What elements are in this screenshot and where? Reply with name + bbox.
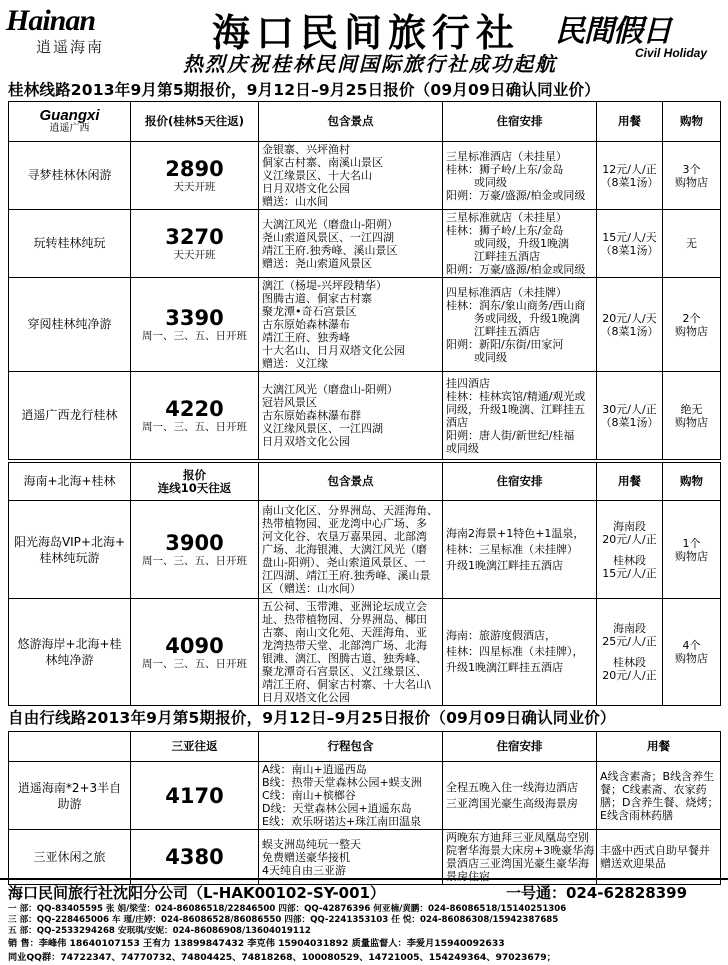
price-cell [131, 830, 259, 885]
meal-line: 20元/人/天 [602, 311, 657, 325]
meal-cell [597, 762, 721, 830]
meal-line: 赠送欢迎果品 [600, 857, 666, 870]
route-name-line: 悠游海岸+北海+桂 [17, 637, 122, 651]
hotel-line: 同级，升级1晚漓、江畔挂五 [446, 402, 585, 416]
spot-line: 河文化谷、农垦万嘉果园、北部湾 [262, 530, 427, 543]
spot-line: 日月双塔文化公园 [262, 182, 350, 195]
hotel-line: 升级1晚漓江畔挂五酒店 [446, 558, 563, 572]
route-name [9, 762, 131, 830]
meal-cell [597, 278, 663, 372]
spots-cell [259, 372, 443, 460]
price-cell [131, 599, 259, 706]
col-spots: 包含景点 [259, 102, 443, 142]
spot-line: 热带植物园、亚龙湾中心广场、多 [262, 517, 427, 530]
hotel-line: 酒店 [446, 415, 468, 429]
itinerary-line: D线：天堂森林公园+逍遥东岛 [262, 802, 412, 815]
hotel-line: 江畔挂五酒店 [474, 250, 540, 263]
shop-line: 购物店 [675, 175, 708, 189]
shop-cell [663, 142, 721, 210]
spots-cell [259, 278, 443, 372]
hotel-line: 阳朔：万豪/盛源/柏金或同级 [446, 263, 586, 276]
hotel-line: 挂四酒店 [446, 376, 490, 390]
hotel-cell [443, 372, 597, 460]
meal-cell [597, 599, 663, 706]
hotel-line: 三星标准酒店（未挂星） [446, 149, 567, 163]
meal-line: 20元/人/正 [602, 532, 657, 546]
price-cell [131, 372, 259, 460]
route-name-line: 三亚休闲之旅 [33, 849, 106, 864]
shop-cell [663, 372, 721, 460]
hotel-line: 桂林：狮子岭/上东/金岛 [446, 224, 564, 237]
hotel-line: 两晚东方迪拜三亚凤凰岛空别 [446, 831, 589, 844]
route-name: 玩转桂林纯玩 [9, 210, 131, 278]
route-price: 3270 [165, 225, 224, 249]
meal-line: 桂林段 [613, 553, 646, 567]
hotel-line: 江畔挂五酒店 [474, 324, 540, 338]
meal-line: 海南段 [613, 622, 646, 635]
hotel-line: 院奢华海景大床房+3晚豪华海 [446, 844, 595, 857]
spots-cell [259, 210, 443, 278]
price-cell [131, 210, 259, 278]
spot-line: 古东原始森林瀑布群 [262, 409, 361, 422]
hainan-logo-text: Hainan [6, 4, 96, 37]
spot-line: 址、热带植物园、分界洲岛、椰田 [262, 613, 427, 626]
col-shop: 购物 [663, 102, 721, 142]
civil-holiday-logo [555, 6, 720, 66]
civil-holiday-logo-en: Civil Holiday [635, 46, 708, 60]
meal-line [600, 648, 659, 656]
meal-line: 25元/人/正 [602, 635, 657, 648]
meal-line: 餐；C线素斋、农家药 [600, 782, 707, 796]
hotel-line: 或同级 [446, 441, 479, 455]
meal-line: （8菜1汤） [600, 415, 659, 429]
route-days: 周一、三、五、日开班 [142, 657, 247, 670]
shop-line: 购物店 [675, 652, 708, 665]
price-cell [131, 142, 259, 210]
shop-cell [663, 278, 721, 372]
branch-company: 海口民间旅行社沈阳分公司（L-HAK00102-SY-001） [8, 884, 385, 902]
hotel-line: 海南2海景+1特色+1温泉， [446, 526, 585, 540]
route-price: 2890 [165, 157, 224, 181]
meal-line: 30元/人/正 [602, 402, 657, 416]
price-cell [131, 278, 259, 372]
col-hotel: 住宿安排 [443, 102, 597, 142]
route-name [9, 501, 131, 599]
spot-line: 赠送：山水间 [262, 195, 328, 208]
col-spots: 包含景点 [259, 463, 443, 501]
col-price-line: 连线10天往返 [157, 480, 232, 495]
shop-line: 3个 [682, 162, 701, 176]
spot-line: 图腾古道、侗家古村寨 [262, 292, 372, 305]
shop-line: 购物店 [675, 549, 708, 563]
spot-line: 侗家古村寨、南溪山景区 [262, 156, 383, 169]
hotel-cell [443, 142, 597, 210]
hotel-line: 景酒店三亚湾国光豪生豪华海 [446, 857, 589, 870]
hotel-line: 务或同级，升级1晚漓 [474, 311, 580, 325]
sales-line: 销 售：李峰伟 18640107153 王有力 13899847432 李克伟 15904031892 质量监督人：李爱月15940092633 [8, 938, 505, 949]
col-meal: 用餐 [597, 732, 721, 762]
route-price: 4380 [165, 845, 224, 869]
route-name [9, 599, 131, 706]
spot-line: 日月双塔文化公园 [262, 435, 350, 448]
itinerary-line: A线：南山+逍遥西岛 [262, 763, 367, 776]
shop-cell [663, 210, 721, 278]
spot-line: 五公祠、玉带滩、亚洲论坛成立会 [262, 600, 427, 613]
spot-line: 龙湾热带天堂、北部湾广场、北海 [262, 639, 427, 652]
hotel-line: 桂林：桂林宾馆/精通/观光或 [446, 389, 586, 403]
shop-cell [663, 501, 721, 599]
hainan-beihai-table [8, 462, 721, 706]
col-itinerary: 行程包含 [259, 732, 443, 762]
route-name [9, 830, 131, 885]
spot-line: 银滩、漓江、图腾古道、独秀峰、 [262, 652, 427, 665]
meal-cell [597, 501, 663, 599]
hotel-line: 全程五晚入住一线海边酒店 [446, 780, 578, 794]
itinerary-line: 4天纯自由三亚游 [262, 863, 346, 877]
spots-cell [259, 501, 443, 599]
itinerary-line: 蜈支洲岛纯玩一整天 [262, 837, 361, 851]
route-price: 4220 [165, 397, 224, 421]
spot-line: 赠送：义江缘 [262, 357, 328, 370]
spot-line: 义江缘景区、十大名山 [262, 169, 372, 182]
route-name-line: 阳光海岛VIP+北海+ [13, 534, 126, 549]
col-meal: 用餐 [597, 463, 663, 501]
route-price: 3900 [165, 531, 224, 555]
itinerary-cell [259, 830, 443, 885]
spot-line: 聚龙潭奇石宫景区、义江缘景区、 [262, 665, 427, 678]
meal-line: 膳；D含养生餐、烧烤； [600, 795, 719, 809]
guilin-price-table [8, 101, 721, 460]
spot-line: 靖江王府、侗家古村寨、十大名山\ [262, 678, 431, 691]
hotel-line: 桂林：狮子岭/上东/金岛 [446, 162, 564, 176]
combo-label: 海南+北海+桂林 [9, 463, 131, 501]
hotel-line: 桂林：润东/象山商务/西山商 [446, 298, 586, 312]
hotel-cell [443, 599, 597, 706]
table-row [9, 599, 721, 706]
itinerary-line: E线：欢乐呀诺达+珠江南田温泉 [262, 815, 422, 828]
meal-cell [597, 372, 663, 460]
col-shop: 购物 [663, 463, 721, 501]
spots-cell [259, 599, 443, 706]
table-row [9, 142, 721, 210]
table-row [9, 501, 721, 599]
hotel-cell [443, 830, 597, 885]
spot-line: 十大名山、日月双塔文化公园 [262, 344, 405, 357]
spot-line: 尧山索道风景区、一江四湖 [262, 230, 394, 244]
contact-line: 五 部：QQ-2533294268 安珉琪/安妮：024-86086908/13604019112 [8, 926, 311, 936]
hotel-line: 或同级 [474, 175, 507, 189]
civil-holiday-logo-text: 民間假日 [555, 14, 671, 49]
hotel-line: 三亚湾国光豪生高级海景房 [446, 796, 578, 810]
hotel-line: 桂林：三星标准（未挂牌） [446, 542, 578, 556]
meal-line: （8菜1汤） [600, 243, 659, 257]
meal-cell [597, 210, 663, 278]
meal-line: 15元/人/天 [602, 230, 657, 244]
itinerary-cell [259, 762, 443, 830]
spot-line: 义江缘风景区、一江四湖 [262, 422, 383, 435]
meal-line: 丰盛中西式自助早餐并 [600, 844, 710, 857]
meal-line [600, 546, 659, 554]
spot-line: 盘山-阳朔）、尧山索道风景区、一 [262, 556, 426, 569]
col-sanya: 三亚往返 [131, 732, 259, 762]
meal-line: 20元/人/正 [602, 669, 657, 682]
spot-line: 金银寨、兴坪渔村 [262, 143, 350, 156]
table-row [9, 762, 721, 830]
guangxi-logo [9, 102, 131, 142]
qq-groups-line: 同业QQ群：74722347、74770732、74804425、74818268、100080529、14721005、154249364、97023679； [8, 952, 556, 963]
contact-line: 三 部：QQ-228465006 车 瑾/庄婷：024-86086528/86086550 四部：QQ-2241353103 任 悦：024-86086308/15942387685 [8, 915, 559, 925]
route-name: 逍遥广西龙行桂林 [9, 372, 131, 460]
col-hotel: 住宿安排 [443, 732, 597, 762]
route-price: 4090 [165, 633, 224, 658]
spot-line: 靖江王府.独秀峰、溪山景区 [262, 243, 398, 257]
meal-line: 12元/人/正 [602, 162, 657, 176]
price-cell [131, 501, 259, 599]
hotel-line: 阳朔：万豪/盛源/柏金或同级 [446, 188, 586, 202]
agency-title: 海口民间旅行社 [211, 10, 520, 55]
shop-line: 无 [686, 237, 697, 250]
hotel-cell [443, 278, 597, 372]
route-price: 3390 [165, 306, 224, 330]
spot-line: 广场、北海银滩、大漓江风光（磨 [262, 543, 427, 556]
hainan-logo-sub: 逍遥海南 [36, 38, 105, 56]
hotline: 一号通：024-62828399 [506, 884, 688, 902]
spot-line: 区（赠送：山水间） [262, 582, 361, 595]
col-price [131, 463, 259, 501]
shop-line: 购物店 [675, 415, 708, 429]
hotel-line: 景房住宿 [446, 870, 490, 883]
contact-footer [0, 878, 728, 965]
route-days: 天天开班 [173, 181, 216, 193]
meal-line: 海南段 [613, 519, 646, 533]
route-name: 穿阅桂林纯净游 [9, 278, 131, 372]
free-travel-section-title: 自由行线路2013年9月第5期报价，9月12日–9月25日报价（09月09日确认同业价） [8, 709, 616, 727]
hotel-line: 三星标准就店（未挂星） [446, 211, 567, 224]
route-days: 周一、三、五、日开班 [142, 555, 247, 567]
shop-line: 绝无 [680, 402, 703, 416]
meal-cell [597, 142, 663, 210]
itinerary-line: C线：南山+槟榔谷 [262, 789, 356, 802]
shop-line: 2个 [682, 311, 701, 325]
route-days: 周一、三、五、日开班 [142, 330, 247, 342]
meal-cell [597, 830, 721, 885]
route-name-line: 桂林纯玩游 [39, 550, 100, 565]
hotel-cell [443, 762, 597, 830]
guangxi-logo-sub: 逍遥广西 [49, 122, 90, 134]
spot-line: 古寨、南山文化苑、天涯海角、亚 [262, 626, 427, 639]
spot-line: 江四湖、靖江王府.独秀峰、溪山景 [262, 569, 431, 582]
table-row [9, 372, 721, 460]
hotel-line: 四星标准酒店（未挂牌） [446, 285, 567, 299]
meal-line: A线含素斋；B线含养生 [600, 769, 715, 783]
page-header [0, 0, 728, 80]
contact-line: 一 部：QQ-83405595 张 娟/梁莹：024-86086518/22846500 四部：QQ-42876396 何亚楠/黄鹏：024-86086518/15140251306 [8, 904, 567, 914]
table-row [9, 830, 721, 885]
itinerary-line: 免费赠送豪华接机 [262, 850, 350, 864]
meal-line: 15元/人/正 [602, 566, 657, 580]
hotel-line: 或同级，升级1晚漓 [474, 237, 569, 250]
table-row [9, 278, 721, 372]
hotel-cell [443, 501, 597, 599]
col-meal: 用餐 [597, 102, 663, 142]
shop-line: 购物店 [675, 324, 708, 338]
spot-line: 大漓江风光（磨盘山-阳朔） [262, 217, 398, 231]
col-price-line: 报价 [183, 467, 206, 482]
hainan-logo [6, 4, 176, 66]
spot-line: 南山文化区、分界洲岛、天涯海角、 [262, 504, 438, 517]
celebration-subtitle: 热烈庆祝桂林民间国际旅行社成功起航 [183, 52, 557, 76]
hotel-line: 海南：旅游度假酒店， [446, 629, 556, 642]
route-days: 周一、三、五、日开班 [142, 421, 247, 433]
col-price: 报价(桂林5天往返) [131, 102, 259, 142]
route-price: 4170 [165, 783, 224, 808]
hotel-line: 或同级 [474, 350, 507, 364]
table-row [9, 210, 721, 278]
free-travel-table [8, 731, 721, 885]
route-name-line: 助游 [57, 796, 82, 811]
hotel-line: 桂林：四星标准（未挂牌）， [446, 645, 584, 658]
itinerary-line: B线：热带天堂森林公园+蜈支洲 [262, 776, 422, 789]
spot-line: 赠送：尧山索道风景区 [262, 256, 372, 270]
hotel-line: 升级1晚漓江畔挂五酒店 [446, 661, 563, 674]
hotel-line: 阳朔：唐人街/新世纪/桂福 [446, 428, 575, 442]
spot-line: 古东原始森林瀑布 [262, 318, 350, 331]
route-name-line: 林纯净游 [45, 653, 94, 667]
meal-line: （8菜1汤） [600, 175, 659, 189]
spot-line: 聚龙潭•奇石宫景区 [262, 305, 357, 318]
hotel-line: 阳朔：新阳/东街/田家河 [446, 337, 564, 351]
spot-line: 漓江（杨堤-兴坪段精华） [262, 279, 387, 292]
hotel-cell [443, 210, 597, 278]
price-cell [131, 762, 259, 830]
col-hotel: 住宿安排 [443, 463, 597, 501]
spot-line: 日月双塔文化公园 [262, 691, 350, 704]
spot-line: 靖江王府、独秀峰 [262, 331, 350, 344]
route-name-line: 逍遥海南*2+3半自 [17, 780, 122, 795]
meal-line: E线含雨林药膳 [600, 808, 673, 822]
guilin-section-title: 桂林线路2013年9月第5期报价，9月12日–9月25日报价（09月09日确认同业价） [8, 81, 600, 99]
spots-cell [259, 142, 443, 210]
spot-line: 冠岩风景区 [262, 396, 317, 409]
route-days: 天天开班 [173, 249, 216, 261]
meal-line: 桂林段 [613, 656, 646, 669]
route-name: 寻梦桂林休闲游 [9, 142, 131, 210]
guangxi-logo-text: Guangxi [39, 106, 100, 124]
spot-line: 大漓江风光（磨盘山-阳朔） [262, 383, 398, 396]
blank-header-cell [9, 732, 131, 762]
shop-cell [663, 599, 721, 706]
shop-line: 4个 [682, 639, 701, 652]
meal-line: （8菜1汤） [600, 324, 659, 338]
shop-line: 1个 [682, 536, 701, 550]
